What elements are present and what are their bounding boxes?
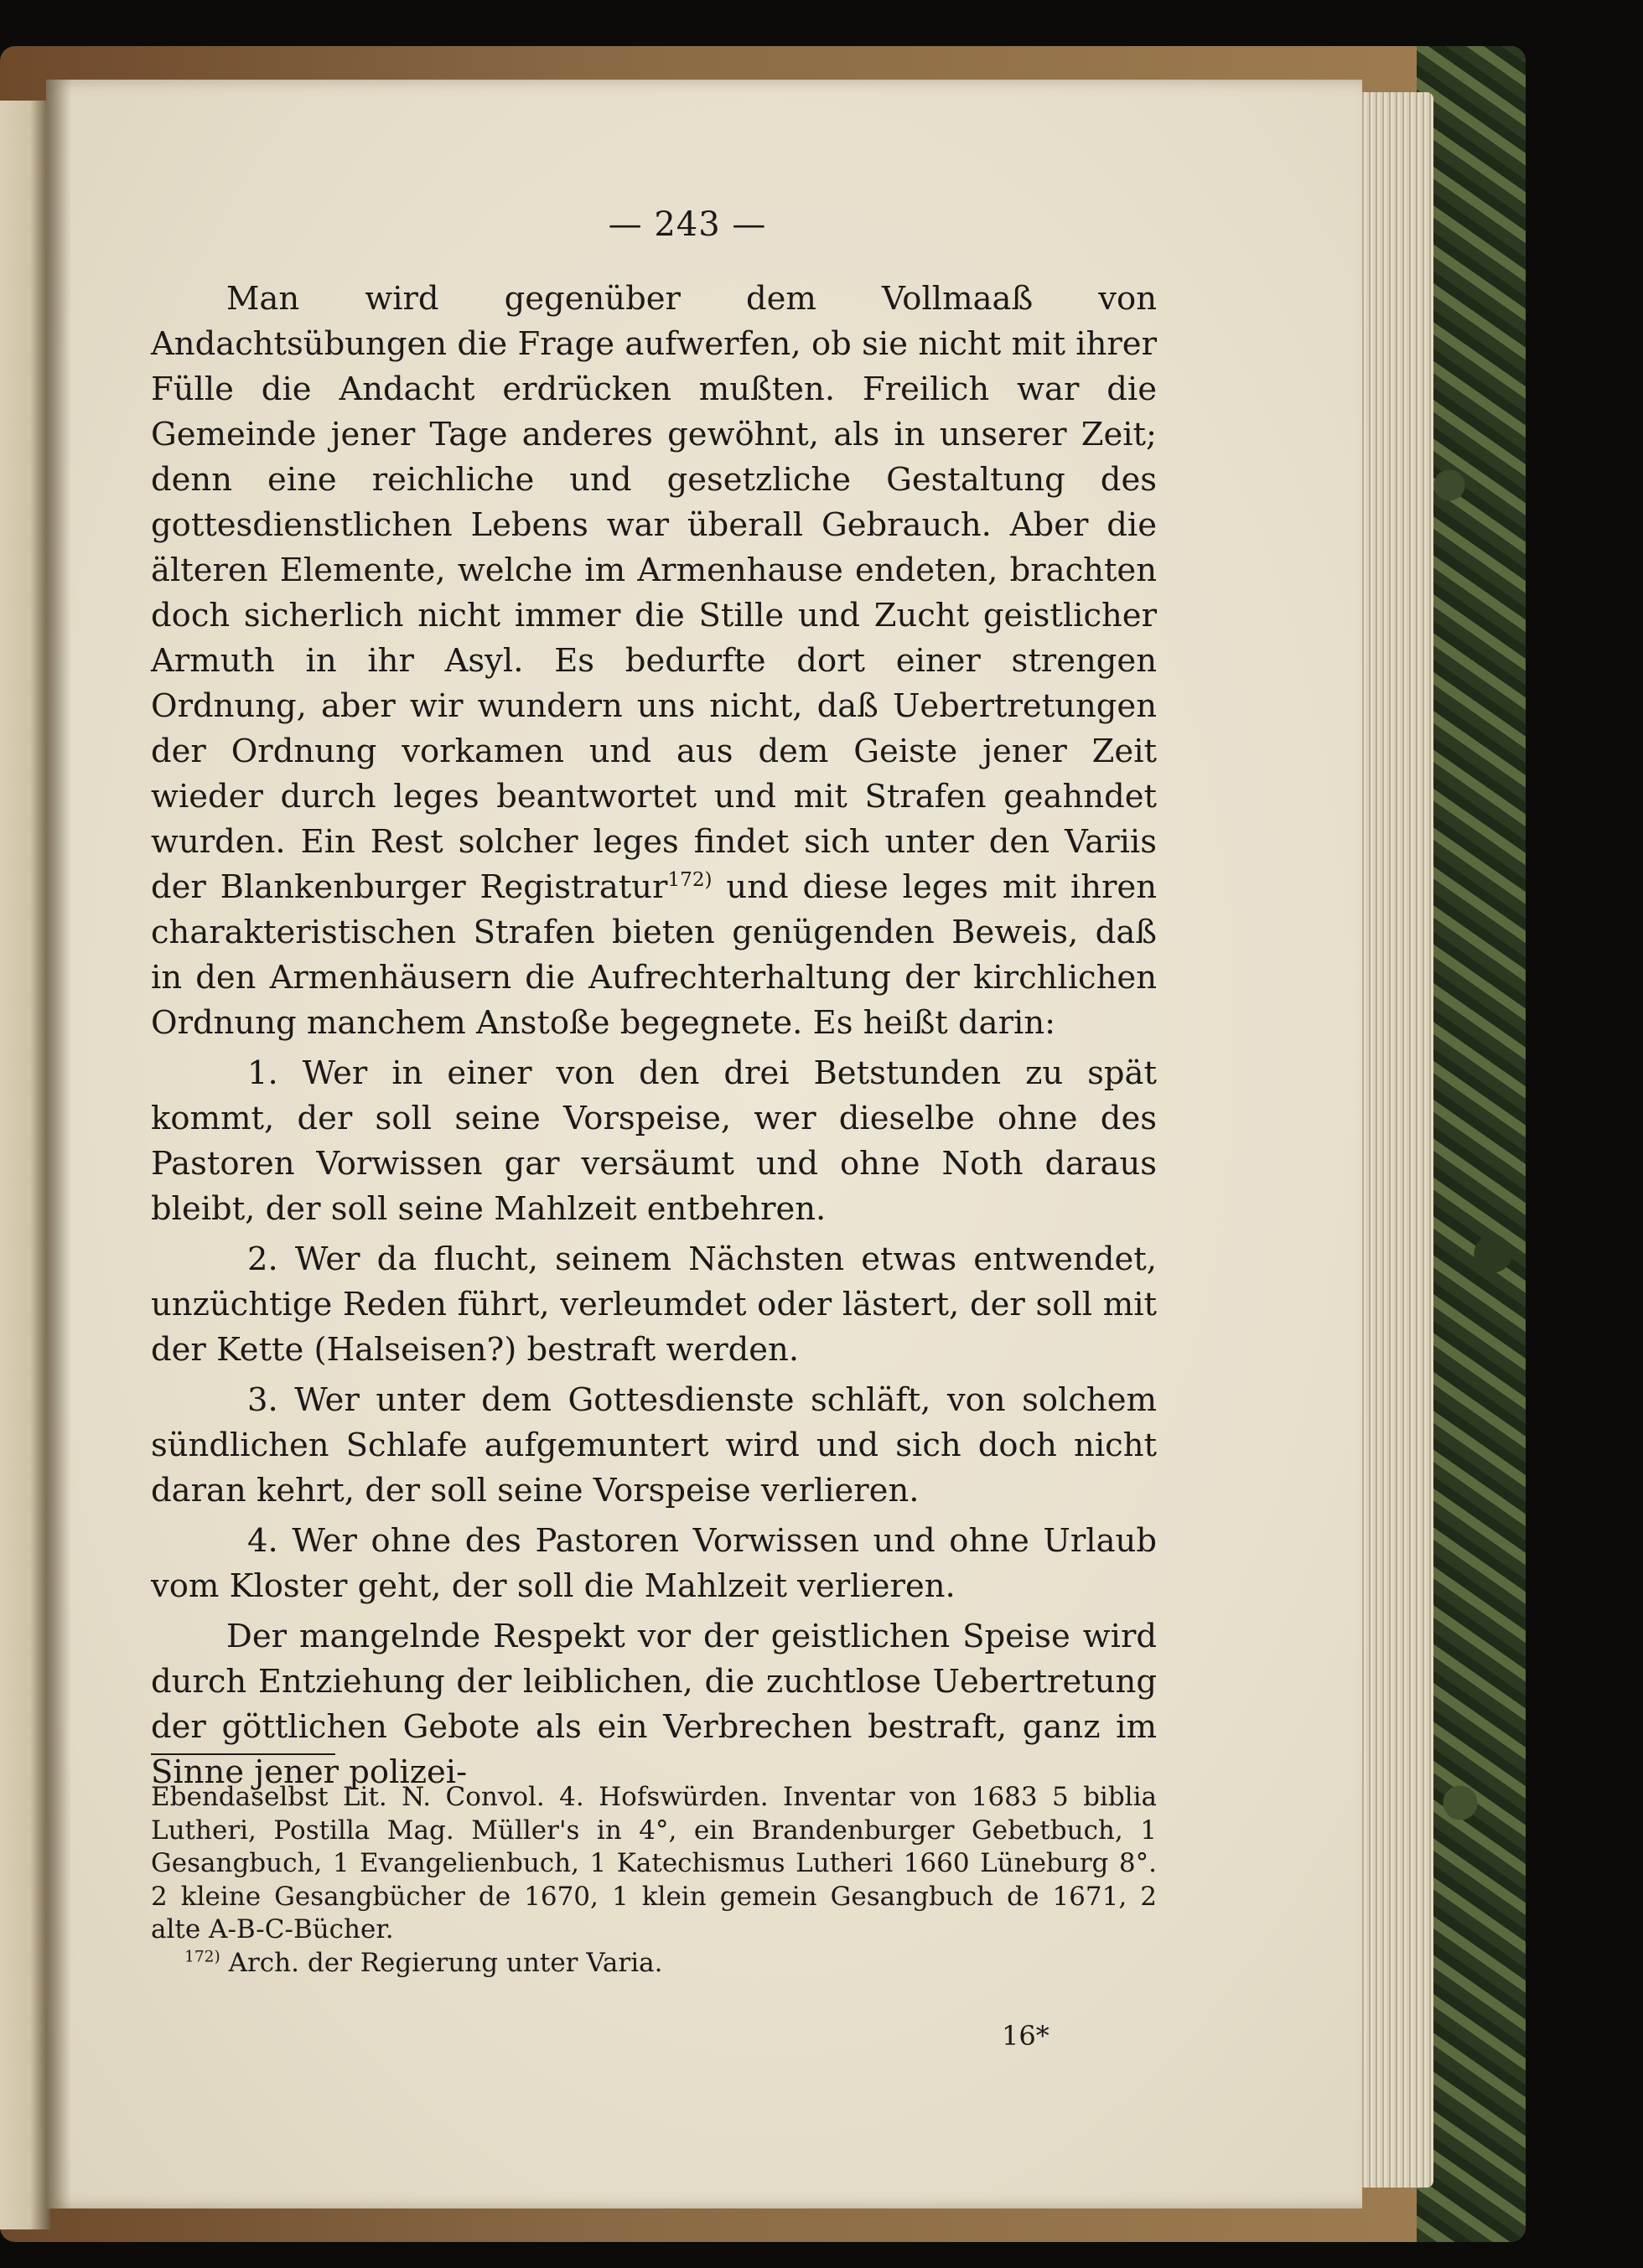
footnote-2-text: Arch. der Regierung unter Varia. <box>220 1947 663 1978</box>
printer-signature-mark: 16* <box>1002 2020 1050 2052</box>
paragraph-1-text: Man wird gegenüber dem Vollmaaß von Andachtsübungen die Frage aufwerfen, ob sie nicht mit ihrer Fülle die Andacht erdrücken mußten. Freilich war die Gemeinde jener Tage anderes gewöhnt, als in unserer Zeit; denn eine reichliche und gesetzliche Gestaltung des gottesdienstlichen Lebens war überall Gebrauch. Aber die älteren Elemente, welche im Armenhause endeten, brachten doch sicherlich nicht immer die Stille und Zucht geistlicher Armuth in ihr Asyl. Es bedurfte dort einer strengen Ordnung, aber wir wundern uns nicht, daß Uebertretungen der Ordnung vorkamen und aus dem Geiste jener Zeit wieder durch leges beantwortet und mit Strafen geahndet wurden. Ein Rest solcher leges findet sich unter den Variis der Blankenburger Registratur <box>151 280 1157 906</box>
rule-item-2: 2. Wer da flucht, seinem Nächsten etwas entwendet, unzüchtige Reden führt, verleumdet oder lästert, der soll mit der Kette (Halseisen?) bestraft werden. <box>151 1240 1157 1369</box>
rule-item-1: 1. Wer in einer von den drei Betstunden zu spät kommt, der soll seine Vorspeise, wer dieselbe ohne des Pastoren Vorwissen gar versäumt und ohne Noth daraus bleibt, der soll seine Mahlzeit entbehren. <box>151 1054 1157 1228</box>
paragraph-1 <box>151 277 1157 1046</box>
paragraph-2: Der mangelnde Respekt vor der geistlichen Speise wird durch Entziehung der leiblichen, die zuchtlose Uebertretung der göttlichen Gebote als ein Verbrechen bestraft, ganz im Sinne jener polizei- <box>151 1618 1157 1791</box>
rule-item-4: 4. Wer ohne des Pastoren Vorwissen und ohne Urlaub vom Kloster geht, der soll die Mahlzeit verlieren. <box>151 1522 1157 1605</box>
footnotes <box>151 1781 1157 1980</box>
footnote-ref-172: 172) <box>667 869 713 892</box>
footnote-2-number: 172) <box>184 1948 220 1966</box>
footnote-1: Ebendaselbst Lit. N. Convol. 4. Hofswürden. Inventar von 1683 5 biblia Lutheri, Postilla Mag. Müller's in 4°, ein Brandenburger Gebetbuch, 1 Gesangbuch, 1 Evangelienbuch, 1 Katechismus Lutheri 1660 Lüneburg 8°. 2 kleine Gesangbücher de 1670, 1 klein gemein Gesangbuch de 1671, 2 alte A-B-C-Bücher. <box>151 1782 1157 1944</box>
footnote-2 <box>151 1947 1157 1981</box>
footnote-divider <box>151 1753 335 1755</box>
gutter-shadow <box>46 80 71 2208</box>
page-number: — 243 — <box>608 205 767 244</box>
facing-page-edge <box>0 101 50 2229</box>
rule-item-3: 3. Wer unter dem Gottesdienste schläft, von solchem sündlichen Schlafe aufgemuntert wird und sich doch nicht daran kehrt, der soll seine Vorspeise verlieren. <box>151 1381 1157 1509</box>
paragraph-1-end: und diese leges mit ihren charakteristischen Strafen bieten genügenden Beweis, daß in den Armenhäusern die Aufrechterhaltung der kirchlichen Ordnung manchem Anstoße begegnete. Es heißt darin: <box>151 868 1157 1042</box>
main-text <box>151 277 1157 1795</box>
